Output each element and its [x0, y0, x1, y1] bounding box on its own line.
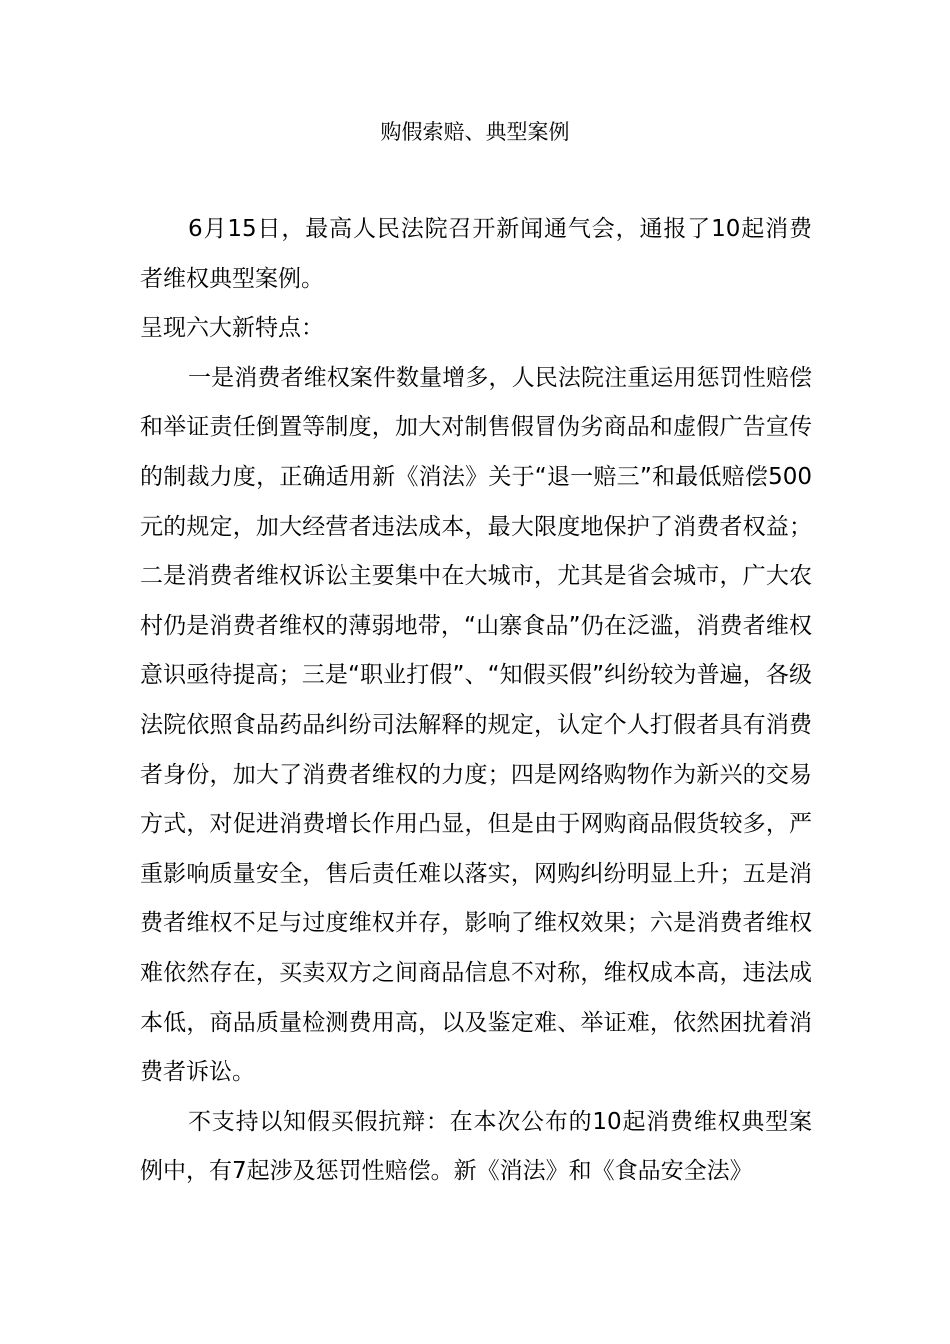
paragraph-intro: 6月15日，最高人民法院召开新闻通气会，通报了10起消费者维权典型案例。 — [140, 216, 812, 292]
document-body — [140, 205, 812, 1197]
paragraph-six-features: 一是消费者维权案件数量增多，人民法院注重运用惩罚性赔偿和举证责任倒置等制度，加大对制售假冒伪劣商品和虚假广告宣传的制裁力度，正确适用新《消法》关于“退一赔三”和最低赔偿500元的规定，加大经营者违法成本，最大限度地保护了消费者权益；二是消费者维权诉讼主要集中在大城市，尤其是省会城市，广大农村仍是消费者维权的薄弱地带，“山寨食品”仍在泛滥，消费者维权意识亟待提高；三是“职业打假”、“知假买假”纠纷较为普遍，各级法院依照食品药品纠纷司法解释的规定，认定个人打假者具有消费者身份，加大了消费者维权的力度；四是网络购物作为新兴的交易方式，对促进消费增长作用凸显，但是由于网购商品假货较多，严重影响质量安全，售后责任难以落实，网购纠纷明显上升；五是消费者维权不足与过度维权并存，影响了维权效果；六是消费者维权难依然存在，买卖双方之间商品信息不对称，维权成本高，违法成本低，商品质量检测费用高，以及鉴定难、举证难，依然困扰着消费者诉讼。 — [140, 364, 812, 1086]
paragraph-no-defense: 不支持以知假买假抗辩：在本次公布的10起消费维权典型案例中，有7起涉及惩罚性赔偿。新《消法》和《食品安全法》 — [140, 1108, 812, 1185]
paragraph-features-heading: 呈现六大新特点： — [140, 315, 324, 342]
document-title: 购假索赔、典型案例 — [380, 120, 570, 144]
